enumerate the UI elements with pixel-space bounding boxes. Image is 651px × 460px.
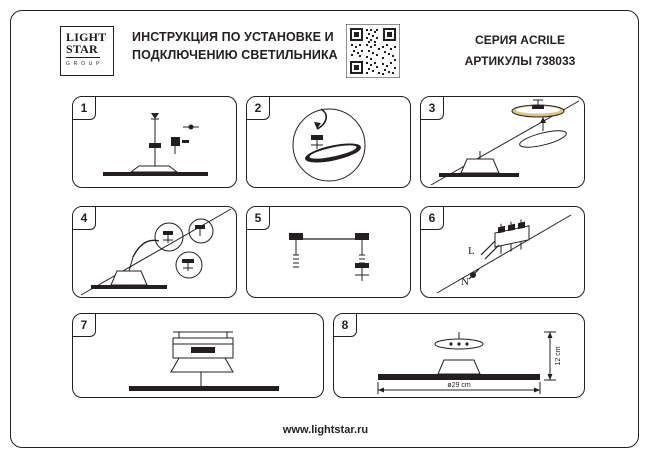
step-3-illustration	[421, 97, 585, 188]
step-7	[72, 313, 324, 398]
logo-line-1: LIGHT	[66, 30, 107, 44]
step-6-label-l: L	[468, 245, 475, 257]
step-4-illustration	[73, 207, 237, 298]
step-4-number: 4	[73, 207, 96, 230]
step-6-label-n: N	[461, 276, 469, 288]
height-dimension-label: 12 cm	[555, 346, 562, 366]
step-5	[246, 206, 411, 298]
series-name: СЕРИЯ ACRILE	[475, 33, 565, 47]
step-7-illustration	[73, 314, 324, 398]
step-5-number: 5	[247, 207, 270, 230]
logo-line-3: G R O U P	[66, 61, 101, 67]
page-title-line-1: ИНСТРУКЦИЯ ПО УСТАНОВКЕ И	[132, 30, 334, 44]
step-5-illustration	[247, 207, 411, 298]
step-3	[420, 96, 585, 188]
header	[60, 22, 600, 82]
step-2-illustration	[247, 97, 411, 188]
article-numbers: АРТИКУЛЫ 738033	[464, 54, 576, 68]
page-title-line-2: ПОДКЛЮЧЕНИЮ СВЕТИЛЬНИКА	[132, 48, 338, 62]
step-3-number: 3	[421, 97, 444, 120]
width-dimension-label: ø29 cm	[447, 382, 471, 389]
product-series	[420, 30, 620, 72]
qr-code-icon	[346, 24, 400, 78]
page-title	[132, 28, 368, 64]
step-1	[72, 96, 237, 188]
logo-divider	[66, 57, 100, 58]
logo-line-2: STAR	[66, 42, 98, 56]
step-7-number: 7	[73, 314, 96, 337]
step-8	[333, 313, 585, 398]
step-1-number: 1	[73, 97, 96, 120]
step-1-illustration	[73, 97, 237, 188]
step-6-illustration	[421, 207, 585, 298]
step-8-number: 8	[334, 314, 357, 337]
step-2-number: 2	[247, 97, 270, 120]
step-8-illustration	[334, 314, 585, 398]
step-2	[246, 96, 411, 188]
step-4	[72, 206, 237, 298]
step-6	[420, 206, 585, 298]
brand-logo	[60, 26, 114, 76]
step-6-number: 6	[421, 207, 444, 230]
website-url[interactable]: www.lightstar.ru	[282, 424, 369, 436]
